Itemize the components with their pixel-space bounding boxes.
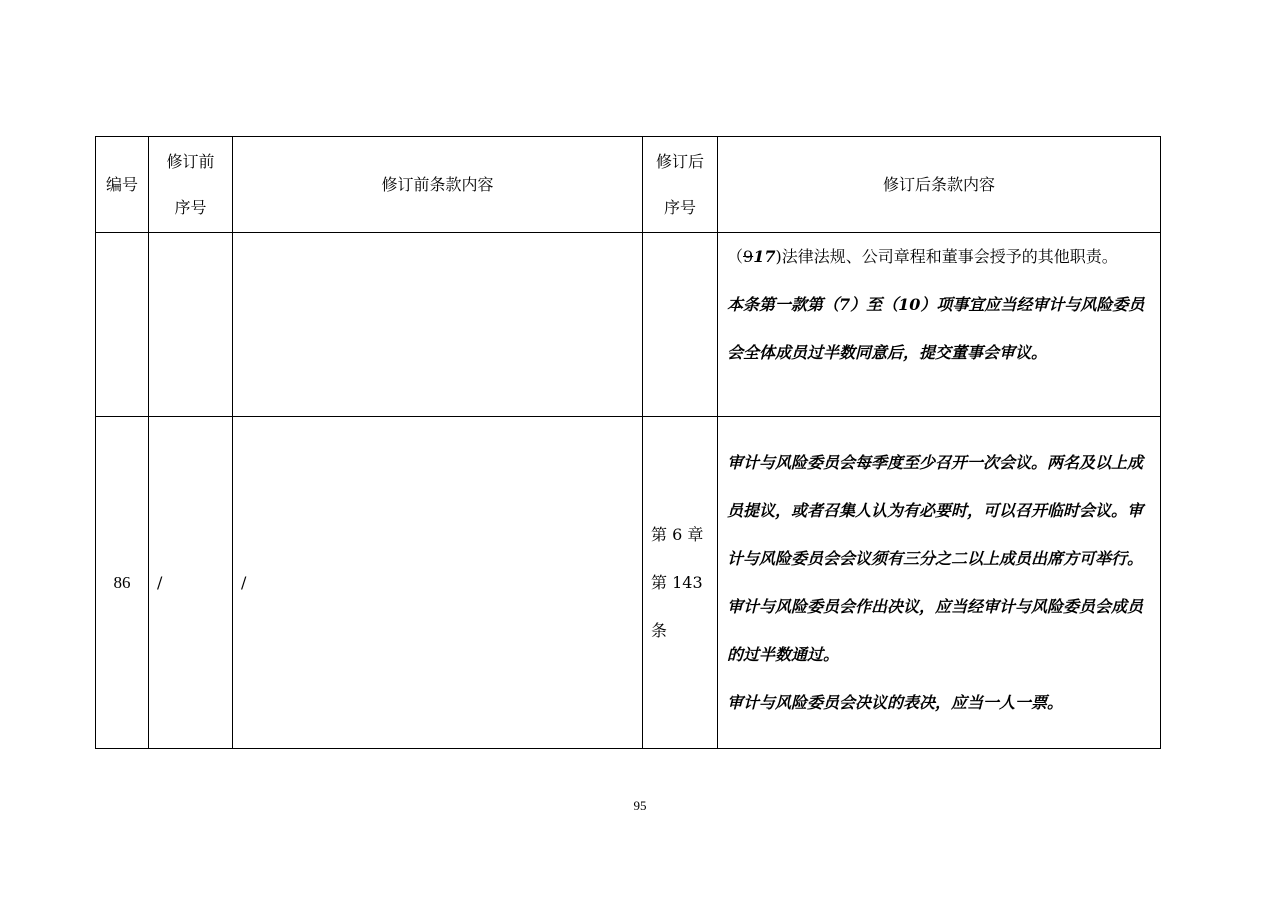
- header-after-content: 修订后条款内容: [718, 137, 1161, 233]
- cell-after-content: [718, 417, 1161, 749]
- added-paragraph: 审计与风险委员会每季度至少召开一次会议。两名及以上成员提议，或者召集人认为有必要时，可以召开临时会议。审计与风险委员会会议须有三分之二以上成员出席方可举行。: [727, 452, 1144, 568]
- header-after-seq-line2: 序号: [663, 197, 696, 217]
- header-row: [96, 137, 1161, 233]
- added-paragraph: 审计与风险委员会决议的表决，应当一人一票。: [727, 692, 1064, 712]
- added-paragraph: 审计与风险委员会作出决议，应当经审计与风险委员会成员的过半数通过。: [727, 596, 1144, 664]
- clause-item-17: [727, 233, 1154, 281]
- revision-comparison-table: [95, 136, 1161, 749]
- clause-item-text: )法律法规、公司章程和董事会授予的其他职责。: [775, 247, 1118, 266]
- header-before-content: 修订前条款内容: [233, 137, 643, 233]
- header-no: 编号: [96, 137, 149, 233]
- added-paragraph: 本条第一款第（7）至（10）项事宜应当经审计与风险委员会全体成员过半数同意后，提交董事会审议。: [727, 295, 1145, 362]
- cell-after-seq: [643, 233, 718, 417]
- table-row: [96, 417, 1161, 749]
- cell-after-seq: 第 6 章第 143 条: [643, 417, 718, 749]
- header-after-seq: [643, 137, 718, 233]
- header-before-seq: [149, 137, 233, 233]
- inserted-number: 17: [753, 247, 776, 266]
- deleted-number: 9: [743, 247, 754, 266]
- cell-before-content: /: [233, 417, 643, 749]
- cell-no: [96, 233, 149, 417]
- cell-after-content: [718, 233, 1161, 417]
- cell-before-seq: /: [149, 417, 233, 749]
- cell-no: 86: [96, 417, 149, 749]
- page-number: 95: [633, 798, 647, 813]
- header-after-seq-line1: 修订后: [655, 151, 704, 171]
- header-before-seq-line2: 序号: [174, 197, 207, 217]
- cell-before-seq: [149, 233, 233, 417]
- open-paren: （: [727, 247, 744, 266]
- header-before-seq-line1: 修订前: [166, 151, 215, 171]
- table-row: [96, 233, 1161, 417]
- cell-before-content: [233, 233, 643, 417]
